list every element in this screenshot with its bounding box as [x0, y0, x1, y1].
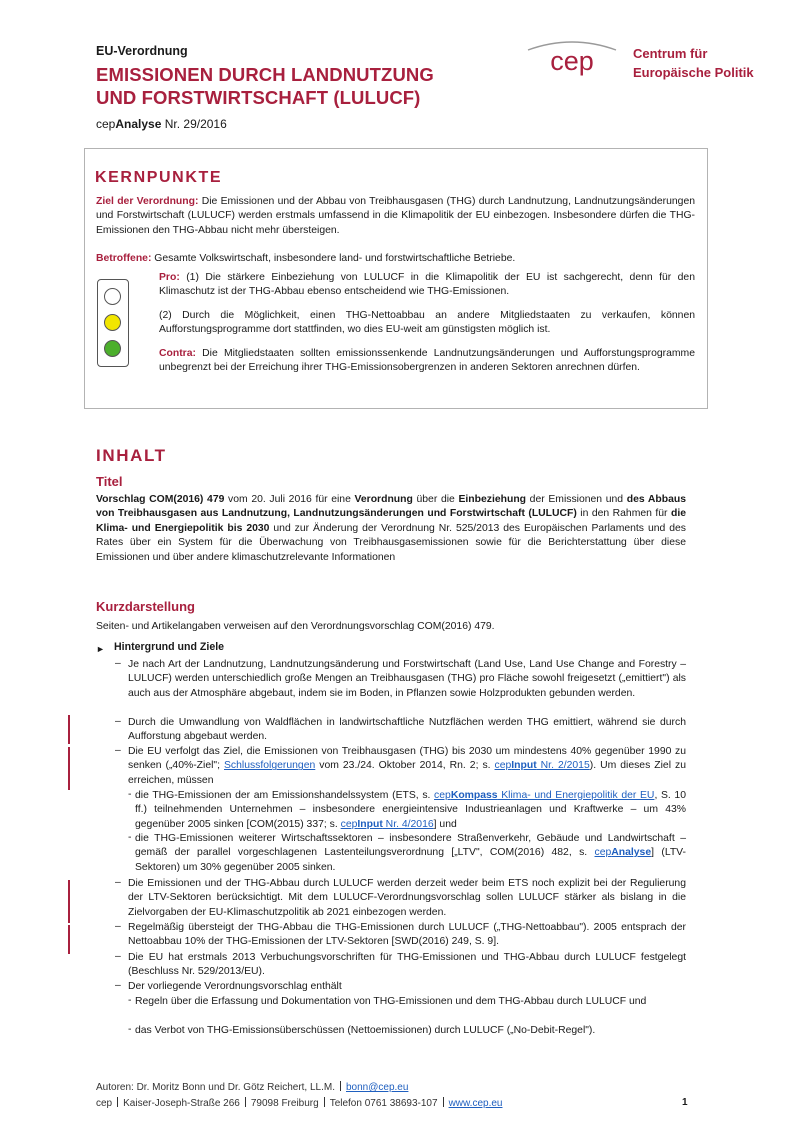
conclusions-link[interactable]: Schlussfolgerungen — [224, 760, 316, 772]
series-name: Analyse — [115, 117, 162, 131]
sublist-dash: - — [128, 1024, 132, 1035]
traffic-light-icon — [97, 279, 129, 367]
sublist-item: Regeln über die Erfassung und Dokumentation von THG-Emissionen und dem THG-Abbau durch LULUCF und — [135, 996, 647, 1007]
list-dash: – — [115, 716, 121, 727]
change-bar — [68, 880, 70, 923]
logo-organisation-name — [633, 44, 754, 82]
pro-paragraph-1 — [159, 271, 695, 300]
aim-label: Ziel der Verordnung: — [96, 196, 199, 207]
link-name: Input — [511, 760, 537, 772]
cepanalyse-link[interactable] — [595, 847, 652, 858]
section-label: Hintergrund und Ziele — [114, 641, 225, 653]
proposal-text-bold: Einbeziehung — [458, 494, 527, 505]
list-item — [128, 745, 686, 788]
footer-org: cep — [96, 1098, 113, 1109]
list-item: Die Emissionen und der THG-Abbau durch LULUCF werden derzeit weder beim ETS noch explizit bei der Regulierung der LTV-Sektoren berücksichtigt. Mit dem LULUCF-Verordnungsvorschlag sollen LULUCF stärker als bislang in die Zielvorgaben der EU-Klimaschutzpolitik ab 2021 einbezogen werden. — [128, 878, 686, 918]
sublist-dash: - — [128, 832, 132, 843]
logo-line-1: Centrum für — [633, 46, 708, 61]
sublist-dash: - — [128, 789, 132, 800]
proposal-text-bold: Verordnung — [354, 494, 413, 505]
logo-word: cep — [550, 46, 594, 76]
sublist-dash: - — [128, 995, 132, 1006]
traffic-light-green-lamp — [104, 340, 121, 357]
cepinput-4-2016-link[interactable] — [341, 819, 434, 830]
affected-text: Gesamte Volkswirtschaft, insbesondere land- und forstwirtschaftliche Betriebe. — [151, 253, 516, 264]
footer-separator — [245, 1097, 246, 1107]
link-title: Klima- und Energiepolitik der EU — [497, 790, 655, 801]
page-number: 1 — [682, 1097, 688, 1108]
list-item-text: die THG-Emissionen der am Emissionshandelssystem (ETS, s. — [135, 790, 435, 801]
list-item-text: ] und — [433, 818, 457, 830]
link-number: Nr. 4/2016 — [382, 818, 434, 830]
footer-authors: Autoren: Dr. Moritz Bonn und Dr. Götz Reichert, LL.M. — [96, 1082, 335, 1093]
list-dash: – — [115, 658, 121, 669]
sublist-item — [135, 789, 686, 832]
sublist-item — [135, 832, 686, 875]
traffic-light-yellow-lamp — [104, 314, 121, 331]
proposal-text-bold: die Klima- und Energiepolitik bis 2030 — [96, 508, 686, 534]
list-item-text: vom 23./24. Oktober 2014, Rn. 2; s. — [315, 760, 495, 772]
list-item: Die EU hat erstmals 2013 Verbuchungsvorschriften für THG-Emissionen und THG-Abbau durch LULUCF festgelegt (Beschluss Nr. 529/2013/EU). — [128, 952, 686, 978]
proposal-text: über die — [412, 494, 459, 505]
title-heading: Titel — [96, 474, 123, 489]
contra-paragraph — [159, 347, 695, 376]
footer-authors-line — [96, 1081, 408, 1093]
pro-label: Pro: — [159, 272, 180, 283]
cep-logo — [522, 40, 622, 80]
footer-contact-line — [96, 1097, 502, 1109]
series-label — [96, 117, 227, 131]
proposal-text: der Emissionen und — [526, 494, 627, 505]
link-prefix: cep — [340, 818, 358, 830]
cepkompass-link[interactable] — [434, 790, 654, 801]
bullet-arrow-icon: ► — [96, 644, 105, 654]
title-line-2: UND FORSTWIRTSCHAFT (LULUCF) — [96, 87, 421, 108]
summary-note: Seiten- und Artikelangaben verweisen auf den Verordnungsvorschlag COM(2016) 479. — [96, 621, 495, 632]
proposal-text-bold: des Abbaus von Treibhausgasen aus Landnutzung, Landnutzungsänderungen und Forstwirtschaft (LULUCF) — [96, 494, 686, 520]
list-dash: – — [115, 921, 121, 932]
link-name: Input — [357, 818, 383, 830]
footer-separator — [117, 1097, 118, 1107]
list-dash: – — [115, 951, 121, 962]
affected-label: Betroffene: — [96, 253, 152, 264]
traffic-light-white-lamp — [104, 288, 121, 305]
key-points-title: KERNPUNKTE — [95, 169, 223, 186]
cepinput-2-2015-link[interactable] — [495, 760, 590, 771]
proposal-text: und zur Änderung der Verordnung Nr. 525/2013 des Europäischen Parlaments und des Rates über ein System für die Überwachung von Treibhausgasemissionen sowie für die Berichterstattung über diese Emissionen und über andere klimaschutzrelevante Informationen — [96, 522, 686, 563]
link-prefix: cep — [594, 847, 612, 859]
proposal-text: in den Rahmen für — [576, 508, 671, 520]
change-bar — [68, 925, 70, 954]
footer-street: Kaiser-Joseph-Straße 266 — [123, 1098, 240, 1109]
title-line-1: EMISSIONEN DURCH LANDNUTZUNG — [96, 64, 434, 85]
list-item-text: ] (LTV-Sektoren) um 30% gegenüber 2005 sinken. — [135, 847, 686, 873]
proposal-title-paragraph — [96, 493, 686, 565]
list-item: Regelmäßig übersteigt der THG-Abbau die THG-Emissionen durch LULUCF („THG-Nettoabbau"). 2005 entsprach der Nettoabbau 10% der THG-Emissionen der LTV-Sektoren [SWD(2016) 249, S. 9]. — [128, 922, 686, 948]
aim-text: Die Emissionen und der Abbau von Treibhausgasen (THG) durch Landnutzung, Landnutzungsänderungen und Forstwirtschaft (LULUCF) werden erstmals umfassend in die Klimapolitik der EU einbezogen. Insbesondere dürfen die THG-Emissionen den THG-Abbau nicht mehr übersteigen. — [96, 196, 696, 236]
pro-text-1: (1) Die stärkere Einbeziehung von LULUCF in die Klimapolitik der EU ist sachgerecht, denn für den Klimaschutz ist der THG-Abbau ebenso entscheidend wie THG-Emissionen. — [159, 272, 695, 298]
contra-label: Contra: — [159, 348, 196, 359]
footer-web-link[interactable]: www.cep.eu — [448, 1098, 503, 1109]
link-prefix: cep — [434, 790, 451, 801]
footer-city: 79098 Freiburg — [250, 1098, 319, 1109]
list-dash: – — [115, 745, 121, 756]
aim-paragraph — [96, 195, 695, 238]
list-item-text: ). Um dieses Ziel zu erreichen, müssen — [128, 760, 686, 786]
link-number: Nr. 2/2015 — [536, 760, 590, 772]
series-prefix: cep — [96, 117, 116, 131]
document-type: EU-Verordnung — [96, 44, 188, 58]
contra-text: Die Mitgliedstaaten sollten emissionssenkende Landnutzungsänderungen und Aufforstungsprogramme unbegrenzt bei der Erreichung ihrer THG-Emissionsobergrenzen in anderen Sektoren anrechnen dürfen. — [159, 348, 695, 374]
list-item-text: Die EU verfolgt das Ziel, die Emissionen von Treibhausgasen (THG) bis 2030 um mindestens 40% gegenüber 1990 zu senken („40%-Ziel"; — [128, 746, 686, 772]
content-section-title: INHALT — [96, 446, 167, 465]
page-title — [96, 63, 434, 109]
pro-paragraph-2: (2) Durch die Möglichkeit, einen THG-Nettoabbau an andere Mitgliedstaaten zu verkaufen, können Aufforstungsprogramme dort stattfinden, wo dies EU-weit am günstigsten möglich ist. — [159, 310, 695, 336]
list-item: Je nach Art der Landnutzung, Landnutzungsänderung und Forstwirtschaft (Land Use, Land Use Change and Forestry – LULUCF) werden unterschiedlich große Mengen an Treibhausgasen (THG) pro Fläche sowohl freigesetzt („emittiert") als auch aus der Atmosphäre abgebaut, indem sie im Boden, in Pflanzen sowie Holzprodukten gebunden werden. — [128, 659, 686, 699]
footer-email-link[interactable]: bonn@cep.eu — [346, 1082, 409, 1093]
footer-separator — [324, 1097, 325, 1107]
list-dash: – — [115, 980, 121, 991]
list-item: Durch die Umwandlung von Waldflächen in landwirtschaftliche Nutzflächen werden THG emittiert, während sie durch Aufforstung abgebaut werden. — [128, 717, 686, 743]
change-bar — [68, 715, 70, 744]
list-item: Der vorliegende Verordnungsvorschlag enthält — [128, 981, 342, 992]
series-number: Nr. 29/2016 — [161, 117, 227, 131]
change-bar — [68, 747, 70, 790]
list-item-text: die THG-Emissionen weiterer Wirtschaftssektoren – insbesondere Straßenverkehr, Gebäude und Landwirtschaft – gemäß der parallel vorgeschlagenen Lastenteilungsverordnung [„LTV", COM(2016) 482, s. — [135, 833, 686, 859]
link-name: Kompass — [450, 790, 498, 801]
link-name: Analyse — [611, 847, 652, 859]
sublist-item: das Verbot von THG-Emissionsüberschüssen (Nettoemissionen) durch LULUCF („No-Debit-Regel"). — [135, 1025, 596, 1036]
footer-phone: Telefon 0761 38693-107 — [329, 1098, 438, 1109]
proposal-text: vom 20. Juli 2016 für eine — [224, 494, 355, 505]
proposal-number: Vorschlag COM(2016) 479 — [96, 494, 225, 505]
list-item-text: , S. 10 ff.) teilnehmenden Unternehmen – insbesondere energieintensive Industrieanlagen und Kraftwerke – um 43% gegenüber 2005 sinken [COM(2015) 337; s. — [135, 790, 686, 830]
footer-separator — [443, 1097, 444, 1107]
link-prefix: cep — [494, 760, 512, 772]
footer-separator — [340, 1081, 341, 1091]
list-dash: – — [115, 877, 121, 888]
summary-heading: Kurzdarstellung — [96, 599, 195, 614]
affected-paragraph — [96, 252, 695, 266]
logo-line-2: Europäische Politik — [633, 65, 754, 80]
